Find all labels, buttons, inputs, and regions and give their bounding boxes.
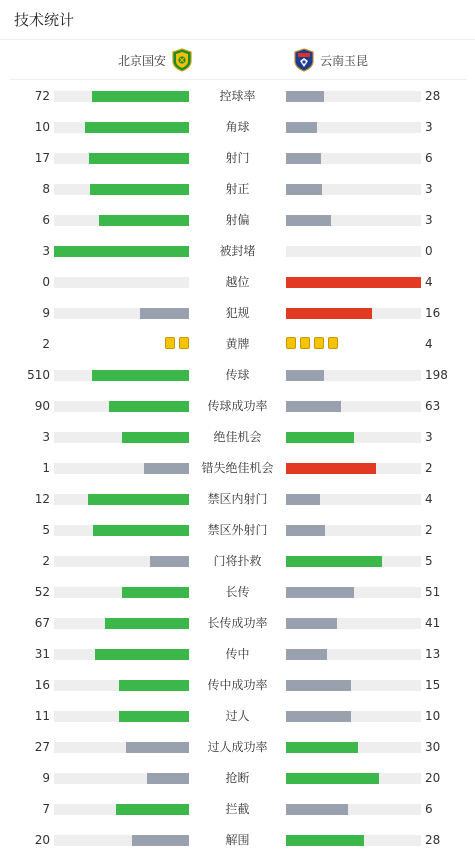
yellow-card-icon: [165, 337, 175, 349]
away-stat-value: 5: [425, 554, 433, 568]
away-stat-bar-track: [286, 308, 421, 319]
home-stat-bar-fill: [93, 525, 189, 536]
stat-label: 犯规: [225, 306, 250, 320]
away-stat-value: 51: [425, 585, 441, 599]
stat-row: [0, 360, 475, 391]
home-stat-bar-track: [54, 742, 189, 753]
home-stat-value: 12: [34, 492, 50, 506]
away-stat-value: 198: [425, 368, 448, 382]
away-stat-bar-fill: [286, 773, 379, 784]
away-stat-value: 3: [425, 120, 433, 134]
home-stat-value: 17: [34, 151, 50, 165]
home-stat-bar-track: [54, 370, 189, 381]
away-stat-bar-fill: [286, 711, 351, 722]
home-stat-value: 510: [27, 368, 50, 382]
stat-label: 错失绝佳机会: [201, 461, 274, 475]
away-stat-bar-fill: [286, 184, 322, 195]
home-stat-bar-track: [54, 91, 189, 102]
beijing-guoan-crest-icon: [171, 48, 193, 72]
home-stat-bar-track: [54, 618, 189, 629]
stat-row: [0, 81, 475, 112]
home-stat-bar-fill: [54, 246, 189, 257]
home-stat-value: 27: [34, 740, 50, 754]
home-stat-bar-fill: [144, 463, 189, 474]
stat-row: [0, 825, 475, 856]
away-stat-bar-track: [286, 277, 421, 288]
yellow-card-icon: [328, 337, 338, 349]
home-stat-value: 3: [42, 430, 50, 444]
page-title: 技术统计: [14, 11, 75, 29]
stat-label: 抢断: [225, 771, 250, 785]
home-stat-bar-fill: [140, 308, 189, 319]
away-stat-bar-fill: [286, 432, 354, 443]
stats-list: [0, 81, 475, 856]
home-stat-bar-track: [54, 401, 189, 412]
stat-row: [0, 515, 475, 546]
away-stat-bar-track: [286, 680, 421, 691]
home-stat-bar-track: [54, 308, 189, 319]
away-stat-bar-track: [286, 215, 421, 226]
away-stat-value: 2: [425, 461, 433, 475]
away-stat-bar-track: [286, 525, 421, 536]
home-stat-bar-track: [54, 246, 189, 257]
away-stat-value: 28: [425, 89, 441, 103]
away-stat-bar-track: [286, 587, 421, 598]
away-stat-bar-track: [286, 742, 421, 753]
away-stat-bar-fill: [286, 525, 325, 536]
home-stat-bar-fill: [92, 91, 189, 102]
stat-label: 禁区内射门: [207, 492, 268, 506]
stat-row: [0, 484, 475, 515]
stat-label: 门将扑救: [213, 554, 262, 568]
away-stat-bar-fill: [286, 649, 327, 660]
away-stat-bar-fill: [286, 401, 341, 412]
home-stat-bar-fill: [116, 804, 189, 815]
away-stat-value: 6: [425, 151, 433, 165]
home-stat-bar-fill: [85, 122, 189, 133]
home-stat-bar-track: [54, 153, 189, 164]
stat-row: [0, 143, 475, 174]
stat-label: 射门: [225, 151, 250, 165]
home-stat-value: 11: [34, 709, 50, 723]
away-stat-bar-track: [286, 556, 421, 567]
stat-label: 传中: [225, 647, 250, 661]
away-stat-bar-track: [286, 649, 421, 660]
home-stat-bar-track: [54, 773, 189, 784]
home-stat-value: 2: [42, 554, 50, 568]
stat-label: 绝佳机会: [213, 430, 262, 444]
home-stat-value: 72: [34, 89, 50, 103]
home-stat-bar-fill: [132, 835, 189, 846]
home-stat-value: 20: [34, 833, 50, 847]
away-stat-bar-fill: [286, 308, 372, 319]
stat-label: 射偏: [225, 213, 250, 227]
stat-label: 传球: [225, 368, 250, 382]
stat-row: [0, 422, 475, 453]
home-stat-value: 9: [42, 771, 50, 785]
home-stat-value: 67: [34, 616, 50, 630]
stat-label: 过人: [225, 709, 250, 723]
header: [0, 0, 475, 40]
stat-label: 长传: [225, 585, 250, 599]
stat-label: 长传成功率: [207, 616, 268, 630]
home-stat-bar-fill: [122, 432, 190, 443]
away-stat-value: 3: [425, 430, 433, 444]
home-stat-value: 0: [42, 275, 50, 289]
away-stat-value: 4: [425, 492, 433, 506]
away-stat-value: 4: [425, 337, 433, 351]
away-stat-bar-fill: [286, 215, 331, 226]
home-stat-value: 8: [42, 182, 50, 196]
stat-label: 传中成功率: [207, 678, 268, 692]
stat-label: 过人成功率: [207, 740, 268, 754]
home-stat-bar-track: [54, 711, 189, 722]
away-stat-value: 6: [425, 802, 433, 816]
away-stat-bar-track: [286, 835, 421, 846]
stat-row: [0, 391, 475, 422]
home-team-name: 北京国安: [118, 53, 167, 68]
stat-row: [0, 577, 475, 608]
away-stat-bar-track: [286, 122, 421, 133]
home-stat-bar-track: [54, 835, 189, 846]
teams-header: [9, 40, 466, 80]
away-stat-value: 15: [425, 678, 441, 692]
stat-label: 传球成功率: [207, 399, 268, 413]
stat-row: [0, 453, 475, 484]
stat-row: [0, 794, 475, 825]
stat-label: 解围: [225, 833, 250, 847]
away-stat-value: 13: [425, 647, 441, 661]
away-stat-bar-track: [286, 711, 421, 722]
home-stat-bar-track: [54, 277, 189, 288]
home-stat-bar-fill: [88, 494, 189, 505]
stat-row: [0, 267, 475, 298]
yellow-card-icon: [314, 337, 324, 349]
home-stat-value: 16: [34, 678, 50, 692]
away-team-name: 云南玉昆: [320, 53, 369, 68]
home-stat-bar-track: [54, 494, 189, 505]
home-stat-value: 5: [42, 523, 50, 537]
away-stat-bar-fill: [286, 277, 421, 288]
home-stat-bar-fill: [92, 370, 189, 381]
home-stat-bar-fill: [105, 618, 189, 629]
home-stat-bar-fill: [119, 680, 189, 691]
home-stat-bar-track: [54, 804, 189, 815]
away-stat-bar-fill: [286, 556, 382, 567]
away-stat-bar-fill: [286, 463, 376, 474]
home-stat-bar-track: [54, 215, 189, 226]
home-stat-value: 1: [42, 461, 50, 475]
home-stat-bar-fill: [89, 153, 189, 164]
stat-label: 越位: [225, 275, 250, 289]
away-stat-bar-track: [286, 370, 421, 381]
away-stat-bar-track: [286, 432, 421, 443]
away-stat-bar-fill: [286, 370, 324, 381]
away-stat-bar-fill: [286, 153, 321, 164]
stat-label: 角球: [225, 120, 250, 134]
away-stat-value: 3: [425, 182, 433, 196]
stat-row: [0, 732, 475, 763]
home-stat-bar-track: [54, 525, 189, 536]
away-stat-value: 63: [425, 399, 441, 413]
home-stat-value: 31: [34, 647, 50, 661]
stat-row: [0, 298, 475, 329]
stat-row: [0, 112, 475, 143]
away-stat-bar-fill: [286, 494, 320, 505]
away-stat-value: 3: [425, 213, 433, 227]
away-stat-bar-track: [286, 494, 421, 505]
away-stat-bar-fill: [286, 122, 317, 133]
home-stat-value: 7: [42, 802, 50, 816]
away-stat-bar-track: [286, 463, 421, 474]
away-stat-bar-track: [286, 246, 421, 257]
stat-row: [0, 236, 475, 267]
stat-row: [0, 174, 475, 205]
home-stat-value: 10: [34, 120, 50, 134]
home-stat-bar-track: [54, 556, 189, 567]
home-stat-bar-fill: [99, 215, 189, 226]
home-stat-bar-track: [54, 649, 189, 660]
home-stat-bar-fill: [109, 401, 189, 412]
away-stat-bar-track: [286, 91, 421, 102]
away-stat-bar-track: [286, 804, 421, 815]
away-stat-bar-track: [286, 153, 421, 164]
stat-row: [0, 670, 475, 701]
stat-row: [0, 546, 475, 577]
stat-row: [0, 329, 475, 360]
home-stat-bar-fill: [126, 742, 189, 753]
away-yellow-cards: [286, 337, 338, 351]
stat-label: 拦截: [225, 802, 250, 816]
away-stat-value: 28: [425, 833, 441, 847]
away-stat-bar-track: [286, 184, 421, 195]
yellow-card-icon: [286, 337, 296, 349]
home-stat-value: 2: [42, 337, 50, 351]
home-stat-bar-fill: [119, 711, 189, 722]
away-stat-bar-fill: [286, 587, 354, 598]
home-stat-bar-track: [54, 432, 189, 443]
home-team[interactable]: [113, 40, 193, 80]
home-stat-value: 6: [42, 213, 50, 227]
home-stat-bar-fill: [150, 556, 189, 567]
away-team[interactable]: [293, 40, 373, 80]
away-stat-value: 30: [425, 740, 441, 754]
yunnan-yukun-crest-icon: [293, 48, 315, 72]
away-stat-value: 0: [425, 244, 433, 258]
home-stat-bar-track: [54, 184, 189, 195]
home-stat-bar-track: [54, 122, 189, 133]
home-stat-bar-fill: [122, 587, 190, 598]
stat-label: 黄牌: [225, 337, 250, 351]
stat-row: [0, 639, 475, 670]
stat-row: [0, 205, 475, 236]
home-stat-bar-track: [54, 680, 189, 691]
away-stat-value: 16: [425, 306, 441, 320]
away-stat-bar-fill: [286, 835, 364, 846]
home-stat-bar-track: [54, 587, 189, 598]
stat-label: 被封堵: [219, 244, 256, 258]
away-stat-bar-fill: [286, 804, 348, 815]
away-stat-value: 10: [425, 709, 441, 723]
stat-label: 控球率: [219, 89, 256, 103]
home-stat-bar-fill: [95, 649, 190, 660]
away-stat-value: 4: [425, 275, 433, 289]
home-stat-bar-fill: [147, 773, 189, 784]
home-stat-bar-fill: [90, 184, 189, 195]
away-stat-bar-track: [286, 618, 421, 629]
away-stat-value: 2: [425, 523, 433, 537]
yellow-card-icon: [300, 337, 310, 349]
home-stat-value: 9: [42, 306, 50, 320]
home-yellow-cards: [165, 337, 189, 351]
yellow-card-icon: [179, 337, 189, 349]
stat-label: 禁区外射门: [207, 523, 268, 537]
stat-label: 射正: [225, 182, 250, 196]
away-stat-bar-track: [286, 773, 421, 784]
stat-row: [0, 701, 475, 732]
away-stat-bar-fill: [286, 742, 358, 753]
home-stat-value: 3: [42, 244, 50, 258]
away-stat-bar-fill: [286, 680, 351, 691]
home-stat-value: 52: [34, 585, 50, 599]
away-stat-bar-fill: [286, 618, 337, 629]
home-stat-value: 90: [34, 399, 50, 413]
away-stat-value: 41: [425, 616, 441, 630]
home-stat-bar-track: [54, 463, 189, 474]
away-stat-bar-fill: [286, 91, 324, 102]
away-stat-value: 20: [425, 771, 441, 785]
stat-row: [0, 763, 475, 794]
away-stat-bar-track: [286, 401, 421, 412]
stat-row: [0, 608, 475, 639]
